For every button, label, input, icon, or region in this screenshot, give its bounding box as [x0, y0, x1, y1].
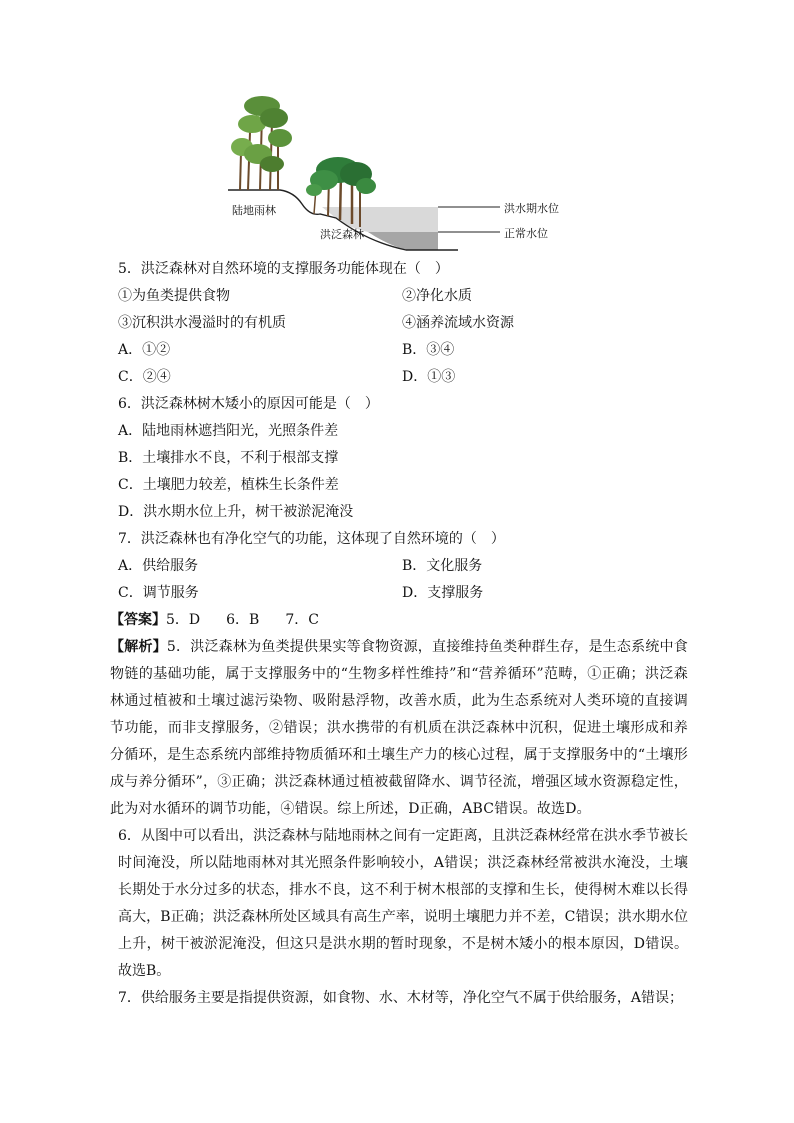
question-5-options-row-1 — [118, 337, 688, 364]
q6-option-d: D．洪水期水位上升，树干被淤泥淹没 — [118, 504, 354, 520]
normal-level-label: 正常水位 — [504, 227, 548, 240]
statement-1: ①为鱼类提供食物 — [118, 288, 230, 304]
rainforest-label: 陆地雨林 — [232, 204, 276, 217]
q6-option-c: C．土壤肥力较差，植株生长条件差 — [118, 477, 339, 493]
question-5-statements-row-2 — [118, 310, 688, 337]
q5-option-d: D．①③ — [402, 369, 456, 385]
q5-option-b: B．③④ — [402, 342, 455, 358]
q7-option-c: C．调节服务 — [118, 585, 199, 601]
analysis-5-text: 5．洪泛森林为鱼类提供果实等食物资源，直接维持鱼类种群生存，是生态系统中食物链的基础功能，属于支撑服务中的“生物多样性维持”和“营养循环”范畴，①正确；洪泛森林通过植被和土壤过滤污染物、吸附悬浮物，改善水质，此为生态系统对人类环境的直接调节功能，而非支撑服务，②错误；洪水携带的有机质在洪泛森林中沉积，促进土壤形成和养分循环，是生态系统内部维持物质循环和土壤生产力的核心过程，属于支撑服务中的“土壤形成与养分循环”，③正确；洪泛森林通过植被截留降水、调节径流，增强区域水资源稳定性，此为对水循环的调节功能，④错误。综上所述，D正确，ABC错误。故选D。 — [110, 639, 688, 817]
question-5-options-row-2 — [118, 364, 688, 391]
rainforest-trees — [231, 96, 292, 190]
analysis-5 — [110, 634, 688, 823]
question-5-statements-row-1 — [118, 283, 688, 310]
q7-option-a: A．供给服务 — [118, 558, 199, 574]
answer-6: 6．B — [226, 612, 260, 628]
q7-option-b: B．文化服务 — [402, 558, 483, 574]
question-5-stem: 5．洪泛森林对自然环境的支撑服务功能体现在（ ） — [118, 261, 449, 277]
answer-tag: 【答案】 — [110, 612, 166, 628]
question-7-options-row-1 — [118, 553, 688, 580]
q6-option-b: B．土壤排水不良，不利于根部支撑 — [118, 450, 339, 466]
question-6-stem: 6．洪泛森林树木矮小的原因可能是（ ） — [118, 396, 379, 412]
q6-option-a: A．陆地雨林遮挡阳光，光照条件差 — [118, 423, 339, 439]
answer-5: 5．D — [166, 612, 201, 628]
q5-option-a: A．①② — [118, 342, 171, 358]
answer-7: 7．C — [285, 612, 319, 628]
q7-option-d: D．支撑服务 — [402, 585, 484, 601]
question-7-options-row-2 — [118, 580, 688, 607]
flood-level-label: 洪水期水位 — [504, 202, 559, 215]
statement-4: ④涵养流域水资源 — [402, 315, 514, 331]
analysis-tag: 【解析】 — [110, 639, 167, 655]
analysis-7: 7．供给服务主要是指提供资源，如食物、水、木材等，净化空气不属于供给服务，A错误； — [118, 990, 684, 1006]
document-body — [110, 256, 688, 1012]
flood-forest-label: 洪泛森林 — [320, 228, 364, 241]
statement-3: ③沉积洪水漫溢时的有机质 — [118, 315, 286, 331]
question-7-stem: 7．洪泛森林也有净化空气的功能，这体现了自然环境的（ ） — [118, 531, 505, 547]
answer-line — [110, 607, 688, 634]
q5-option-c: C．②④ — [118, 369, 171, 385]
normal-water-area — [368, 232, 438, 250]
statement-2: ②净化水质 — [402, 288, 472, 304]
analysis-6: 6．从图中可以看出，洪泛森林与陆地雨林之间有一定距离，且洪泛森林经常在洪水季节被长时间淹没，所以陆地雨林对其光照条件影响较小，A错误；洪泛森林经常被洪水淹没，土壤长期处于水分过多的状态，排水不良，这不利于树木根部的支撑和生长，使得树木难以长得高大，B正确；洪泛森林所处区域具有高生产率，说明土壤肥力并不差，C错误；洪水期水位上升，树干被淤泥淹没，但这只是洪水期的暂时现象，不是树木矮小的根本原因，D错误。故选B。 — [118, 828, 688, 979]
forest-figure — [228, 92, 568, 252]
